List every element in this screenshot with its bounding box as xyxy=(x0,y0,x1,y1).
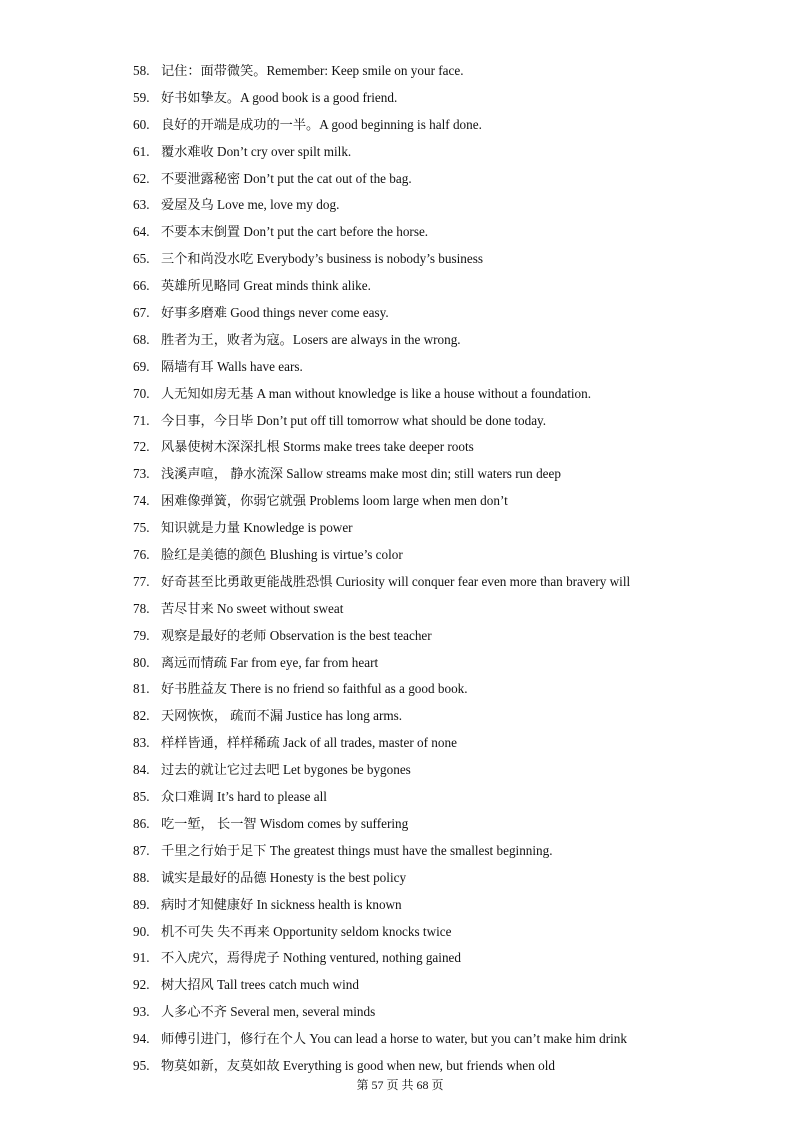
item-number: 92. xyxy=(133,977,150,993)
item-text: 众口难调 It’s hard to please all xyxy=(161,789,327,805)
item-text: 知识就是力量 Knowledge is power xyxy=(161,520,353,536)
list-item xyxy=(133,381,783,408)
item-number: 63. xyxy=(133,197,150,213)
item-text: 样样皆通，样样稀疏 Jack of all trades, master of none xyxy=(161,735,457,751)
item-number: 83. xyxy=(133,735,150,751)
list-item xyxy=(133,461,783,488)
item-number: 90. xyxy=(133,923,150,939)
item-number: 70. xyxy=(133,385,150,401)
list-item xyxy=(133,945,783,972)
list-item xyxy=(133,1026,783,1053)
list-item xyxy=(133,676,783,703)
item-text: 英雄所见略同 Great minds think alike. xyxy=(161,278,371,294)
item-number: 88. xyxy=(133,869,150,885)
item-text: 过去的就让它过去吧 Let bygones be bygones xyxy=(161,762,411,778)
item-text: 机不可失 失不再来 Opportunity seldom knocks twice xyxy=(161,923,452,939)
item-text: 病时才知健康好 In sickness health is known xyxy=(161,896,402,912)
item-text: 不入虎穴，焉得虎子 Nothing ventured, nothing gained xyxy=(161,950,461,966)
item-text: 吃一堑， 长一智 Wisdom comes by suffering xyxy=(161,815,409,831)
list-item xyxy=(133,650,783,677)
item-number: 75. xyxy=(133,520,150,536)
list-item xyxy=(133,892,783,919)
proverb-list xyxy=(133,58,783,1080)
item-number: 58. xyxy=(133,63,150,78)
item-text: 记住：面带微笑。Remember: Keep smile on your face. xyxy=(161,63,464,78)
list-item xyxy=(133,354,783,381)
list-item xyxy=(133,488,783,515)
list-item xyxy=(133,542,783,569)
list-item xyxy=(133,85,783,112)
list-item xyxy=(133,58,783,85)
item-number: 93. xyxy=(133,1004,150,1020)
item-text: 脸红是美德的颜色 Blushing is virtue’s color xyxy=(161,547,403,563)
list-item xyxy=(133,784,783,811)
item-number: 87. xyxy=(133,842,150,858)
item-text: 好书胜益友 There is no friend so faithful as a good book. xyxy=(161,681,468,697)
item-number: 76. xyxy=(133,547,150,563)
list-item xyxy=(133,811,783,838)
list-item xyxy=(133,838,783,865)
item-number: 86. xyxy=(133,815,150,831)
item-number: 80. xyxy=(133,654,150,670)
list-item xyxy=(133,515,783,542)
item-number: 65. xyxy=(133,251,150,267)
item-text: 好书如挚友。A good book is a good friend. xyxy=(161,89,398,105)
item-number: 84. xyxy=(133,762,150,778)
item-number: 85. xyxy=(133,789,150,805)
list-item xyxy=(133,219,783,246)
item-text: 胜者为王，败者为寇。Losers are always in the wrong. xyxy=(161,331,461,347)
list-item xyxy=(133,246,783,273)
list-item xyxy=(133,327,783,354)
list-item xyxy=(133,730,783,757)
item-text: 天网恢恢， 疏而不漏 Justice has long arms. xyxy=(161,708,403,724)
item-number: 81. xyxy=(133,681,150,697)
item-number: 94. xyxy=(133,1031,150,1047)
item-text: 不要泄露秘密 Don’t put the cat out of the bag. xyxy=(161,170,412,186)
item-text: 人无知如房无基 A man without knowledge is like a house without a foundation. xyxy=(161,385,592,401)
item-number: 73. xyxy=(133,466,150,482)
list-item xyxy=(133,408,783,435)
list-item xyxy=(133,1053,783,1080)
item-number: 79. xyxy=(133,627,150,643)
list-item xyxy=(133,919,783,946)
page-footer: 第 57 页 共 68 页 xyxy=(356,1078,444,1092)
item-text: 不要本末倒置 Don’t put the cart before the horse. xyxy=(161,224,429,240)
item-text: 今日事，今日毕 Don’t put off till tomorrow what should be done today. xyxy=(161,412,547,428)
item-text: 隔墙有耳 Walls have ears. xyxy=(161,358,303,374)
list-item xyxy=(133,999,783,1026)
item-number: 67. xyxy=(133,305,150,321)
item-text: 观察是最好的老师 Observation is the best teacher xyxy=(161,627,432,643)
item-number: 61. xyxy=(133,143,150,159)
item-number: 72. xyxy=(133,439,150,455)
item-text: 困难像弹簧，你弱它就强 Problems loom large when men don’t xyxy=(161,493,508,509)
item-text: 浅溪声喧， 静水流深 Sallow streams make most din; still waters run deep xyxy=(161,466,561,482)
item-text: 三个和尚没水吃 Everybody’s business is nobody’s business xyxy=(161,251,483,267)
list-item xyxy=(133,166,783,193)
list-item xyxy=(133,623,783,650)
list-item xyxy=(133,596,783,623)
item-text: 覆水难收 Don’t cry over spilt milk. xyxy=(161,143,352,159)
item-text: 苦尽甘来 No sweet without sweat xyxy=(161,600,344,616)
list-item xyxy=(133,300,783,327)
item-number: 64. xyxy=(133,224,150,240)
item-number: 69. xyxy=(133,358,150,374)
item-number: 82. xyxy=(133,708,150,724)
item-text: 离远而情疏 Far from eye, far from heart xyxy=(161,654,379,670)
list-item xyxy=(133,972,783,999)
item-number: 95. xyxy=(133,1057,150,1073)
list-item xyxy=(133,434,783,461)
item-number: 62. xyxy=(133,170,150,186)
item-number: 68. xyxy=(133,331,150,347)
list-item xyxy=(133,757,783,784)
item-text: 树大招风 Tall trees catch much wind xyxy=(161,977,359,993)
item-number: 66. xyxy=(133,278,150,294)
item-text: 人多心不齐 Several men, several minds xyxy=(161,1004,376,1020)
item-number: 71. xyxy=(133,412,150,428)
list-item xyxy=(133,865,783,892)
item-number: 78. xyxy=(133,600,150,616)
item-number: 77. xyxy=(133,573,150,589)
item-text: 良好的开端是成功的一半。A good beginning is half done. xyxy=(161,116,482,132)
item-text: 风暴使树木深深扎根 Storms make trees take deeper roots xyxy=(161,439,474,455)
item-text: 诚实是最好的品德 Honesty is the best policy xyxy=(161,869,407,885)
list-item xyxy=(133,192,783,219)
list-item xyxy=(133,273,783,300)
list-item xyxy=(133,703,783,730)
item-text: 好事多磨难 Good things never come easy. xyxy=(161,305,389,321)
list-item xyxy=(133,569,783,596)
item-text: 千里之行始于足下 The greatest things must have the smallest beginning. xyxy=(161,842,553,858)
item-text: 物莫如新，友莫如故 Everything is good when new, but friends when old xyxy=(161,1057,555,1073)
list-item xyxy=(133,112,783,139)
item-text: 师傅引进门，修行在个人 You can lead a horse to water, but you can’t make him drink xyxy=(161,1031,627,1047)
item-number: 60. xyxy=(133,116,150,132)
item-text: 好奇甚至比勇敢更能战胜恐惧 Curiosity will conquer fear even more than bravery will xyxy=(161,573,631,589)
item-text: 爱屋及乌 Love me, love my dog. xyxy=(161,197,340,213)
item-number: 74. xyxy=(133,493,150,509)
list-item xyxy=(133,139,783,166)
item-number: 59. xyxy=(133,89,150,105)
item-number: 89. xyxy=(133,896,150,912)
item-number: 91. xyxy=(133,950,150,966)
